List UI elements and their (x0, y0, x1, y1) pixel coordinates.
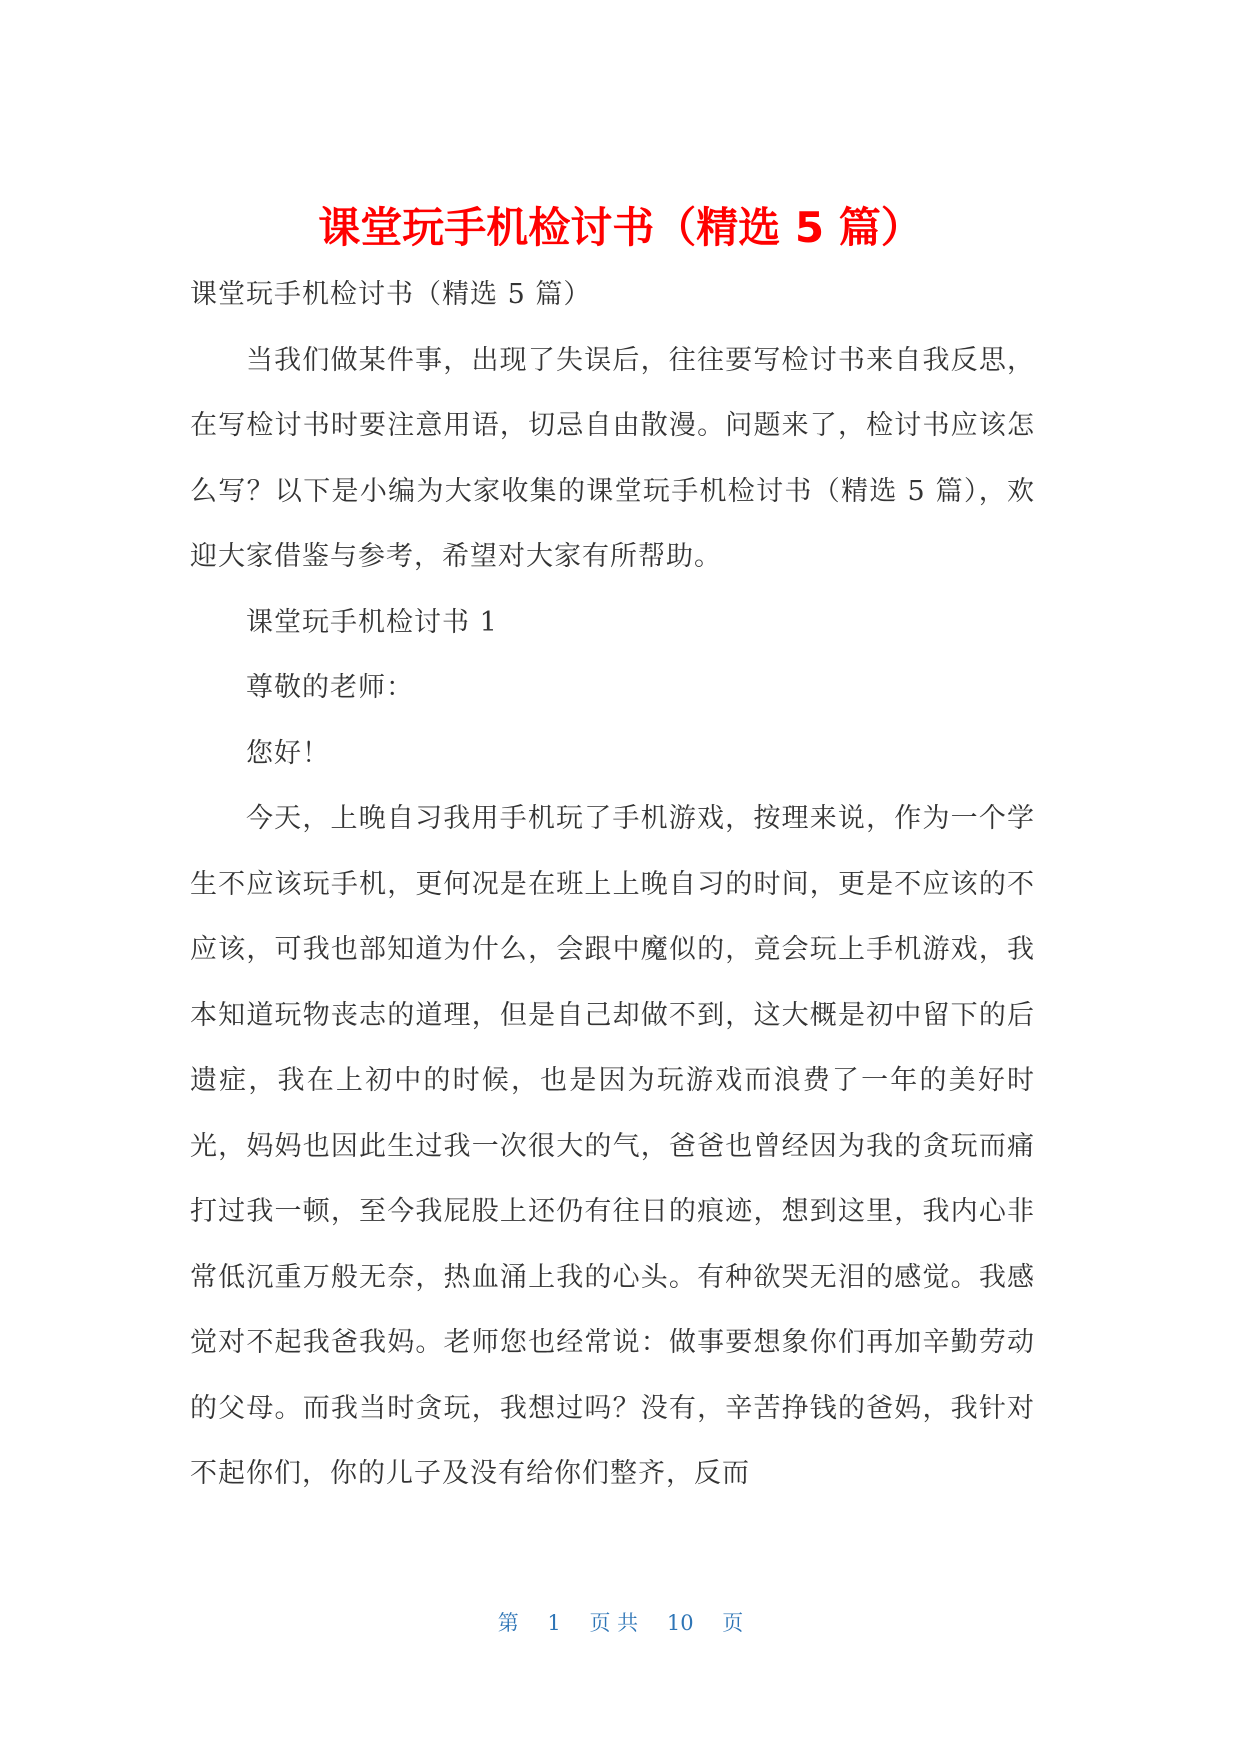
greeting: 您好！ (246, 737, 330, 769)
document-title: 课堂玩手机检讨书（精选 5 篇） (318, 203, 923, 252)
salutation: 尊敬的老师： (246, 672, 414, 703)
page-footer (0, 1608, 1241, 1638)
intro-paragraph: 当我们做某件事，出现了失误后，往往要写检讨书来自我反思，在写检讨书时要注意用语，切忌自由散漫。问题来了，检讨书应该怎么写？以下是小编为大家收集的课堂玩手机检讨书（精选 5 篇），欢迎大家借鉴与参考，希望对大家有所帮助。 (190, 344, 1035, 572)
footer-page-end: 页 (722, 1611, 744, 1635)
subtitle-paragraph: 课堂玩手机检讨书（精选 5 篇） (190, 279, 592, 310)
section-heading: 课堂玩手机检讨书 1 (246, 606, 498, 638)
document-body (190, 262, 1035, 1507)
footer-page-number: 1 (547, 1611, 561, 1635)
footer-page-label: 第 (497, 1611, 519, 1635)
body-paragraph: 今天，上晚自习我用手机玩了手机游戏，按理来说，作为一个学生不应该玩手机，更何况是在班上上晚自习的时间，更是不应该的不应该，可我也部知道为什么，会跟中魔似的，竟会玩上手机游戏，我本知道玩物丧志的道理，但是自己却做不到，这大概是初中留下的后遗症，我在上初中的时候，也是因为玩游戏而浪费了一年的美好时光，妈妈也因此生过我一次很大的气，爸爸也曾经因为我的贪玩而痛打过我一顿，至今我屁股上还仍有往日的痕迹，想到这里，我内心非常低沉重万般无奈，热血涌上我的心头。有种欲哭无泪的感觉。我感觉对不起我爸我妈。老师您也经常说：做事要想象你们再加辛勤劳动的父母。而我当时贪玩，我想过吗？没有，辛苦挣钱的爸妈，我针对不起你们，你的儿子及没有给你们整齐，反而 (190, 803, 1035, 1489)
footer-page-mid: 页 共 (589, 1611, 639, 1635)
footer-total-pages: 10 (666, 1611, 694, 1635)
